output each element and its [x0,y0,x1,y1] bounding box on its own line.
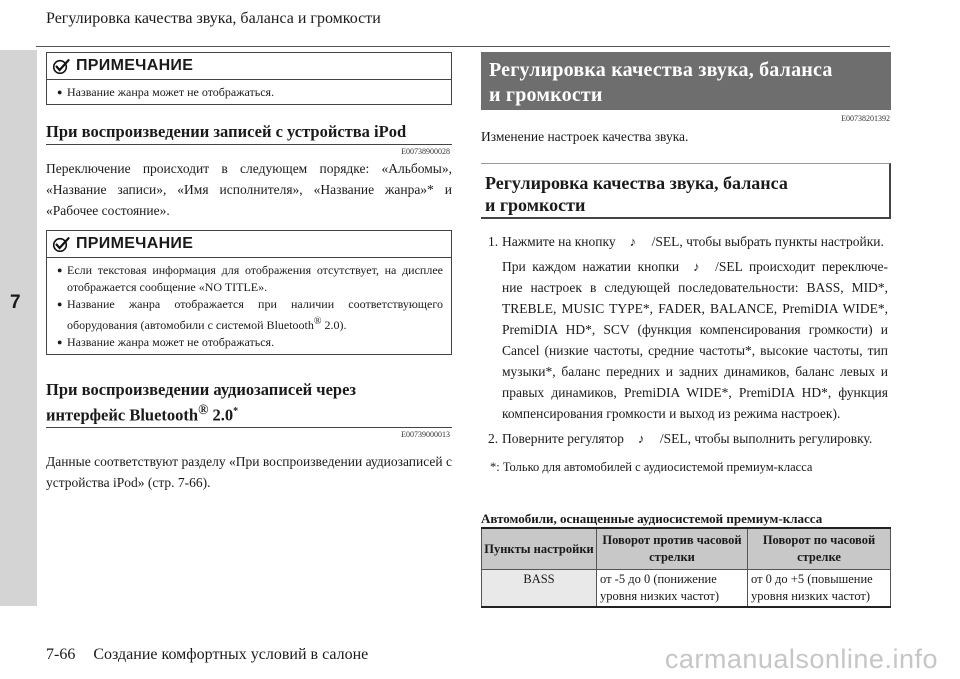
step-item [488,428,888,449]
note-bullet-text: Название жанра может не отображаться. [67,85,275,99]
page-number: 7-66 [46,646,76,663]
table-row [482,570,891,608]
section-code: E00739000013 [401,430,450,439]
note-box-text-info [46,230,452,355]
note-heading-label: ПРИМЕЧАНИЕ [76,235,194,252]
step-number: 2. [488,431,499,446]
music-note-icon: ♪ [637,431,645,446]
table-header-row [482,528,891,570]
note-bullet [57,84,443,101]
intro-paragraph: Изменение настроек качества звука. [481,129,689,144]
step-text-pre: Поверните регулятор [502,431,624,446]
registered-mark: ® [313,316,322,327]
note-bullet-text: Название жанра может не отображаться. [67,335,275,349]
checkmark-icon [53,59,70,74]
step-number [488,256,502,424]
note-heading [47,53,451,79]
subsection-line2: и громкости [485,195,586,215]
bluetooth-paragraph: Данные соответствуют разделу «При воспроизведении аудиозаписей с устройства iPod» (стр. 7-66). [46,454,452,490]
banner-line2: и громкости [489,84,603,106]
checkmark-icon [53,237,70,252]
step-item [488,231,888,252]
chapter-banner [481,52,891,110]
note-bullet-text-bluetooth [67,296,443,334]
table-header-cell: Поворот по часовой стрелке [748,528,891,570]
step-text-post: /SEL происходит переключе-ние настроек в следующей последовательности: BASS, MID*, TREBLE, MUSIC TYPE*, FADER, BALANCE, PremiDIA WIDE*, PremiDIA HD*, SCV (функция компенсирования громкости) и Cancel (низкие частоты, средние частоты*, высокие частоты, тип музыки*, баланс передних и задних динамиков, баланс левых и правых динамиков, PremiDIA WIDE*, PremiDIA HD*, функция компенсирования громкости и выход из режима настроек). [502,259,888,421]
subsection-heading-box [481,163,891,219]
note-bullet-main: Название жанра отображается при наличии соответствующего оборудования (автомобили с системой Bluetooth [67,297,443,332]
step-text-post: /SEL, чтобы выполнить регулировку. [659,431,873,446]
step-number: 1. [488,234,499,249]
subsection-line1: Регулировка качества звука, баланса [485,173,788,193]
step-item [488,256,888,424]
registered-mark: ® [198,402,209,417]
note-bullet-tail: 2.0). [321,318,347,332]
table-cell: от 0 до +5 (повышение уровня низких частот) [748,570,891,608]
step-text [502,231,888,252]
note-box-genre [46,52,452,105]
note-bullet [57,296,443,334]
bullet-icon: ● [57,337,63,347]
music-note-icon: ♪ [693,259,700,274]
note-bullet-text: Если текстовая информация для отображения отсутствует, на дисплее отображается сообщение «NO TITLE». [67,263,443,294]
table-header-cell: Пункты настройки [482,528,597,570]
footnote-asterisk: * [233,406,239,417]
table-title: Автомобили, оснащенные аудиосистемой премиум-класса [481,511,823,526]
note-heading-label: ПРИМЕЧАНИЕ [76,57,194,74]
step-text-pre: При каждом нажатии кнопки [502,259,680,274]
bluetooth-title-line2 [46,400,356,426]
banner-line1: Регулировка качества звука, баланса [489,59,833,81]
note-bullet [57,334,443,351]
table-header-cell: Поворот против часовой стрелки [597,528,748,570]
section-title-bluetooth [46,380,356,426]
step-text [502,256,888,424]
music-note-icon: ♪ [629,234,637,249]
page-header-title: Регулировка качества звука, баланса и громкости [46,10,381,27]
bullet-icon: ● [57,87,63,97]
footer-chapter-title: Создание комфортных условий в салоне [93,646,369,663]
bullet-icon: ● [57,265,63,275]
watermark: carmanualsonline.info [664,644,938,674]
step-text [502,428,888,449]
bullet-icon: ● [57,299,63,309]
header-rule [36,46,890,47]
step-text-post: /SEL, чтобы выбрать пункты настройки. [651,234,884,249]
step-text-pre: Нажмите на кнопку [502,234,616,249]
chapter-number: 7 [10,292,21,313]
note-heading [47,231,451,257]
instruction-steps [488,231,888,453]
settings-table [481,527,891,608]
section-rule [46,427,452,428]
table-cell: от -5 до 0 (понижение уровня низких частот) [597,570,748,608]
chapter-side-tab [0,50,37,606]
section-rule [46,144,452,145]
bluetooth-title-text: интерфейс Bluetooth [46,405,199,425]
note-body [47,79,451,104]
note-body [47,257,451,354]
section-title-ipod: При воспроизведении записей с устройства iPod [46,122,407,141]
section-code: E00738900028 [401,147,450,156]
table-cell: BASS [482,570,597,608]
note-bullet [57,262,443,296]
footnote: *: Только для автомобилей с аудиосистемой премиум-класса [490,460,813,474]
ipod-paragraph: Переключение происходит в следующем порядке: «Альбомы», «Название записи», «Имя исполнителя», «Название жанра»* и «Рабочее состояние». [46,161,452,218]
page-footer [46,646,368,664]
section-code: E00738201392 [841,114,890,123]
bluetooth-title-line1: При воспроизведении аудиозаписей через [46,380,357,399]
bluetooth-version: 2.0 [208,405,234,425]
